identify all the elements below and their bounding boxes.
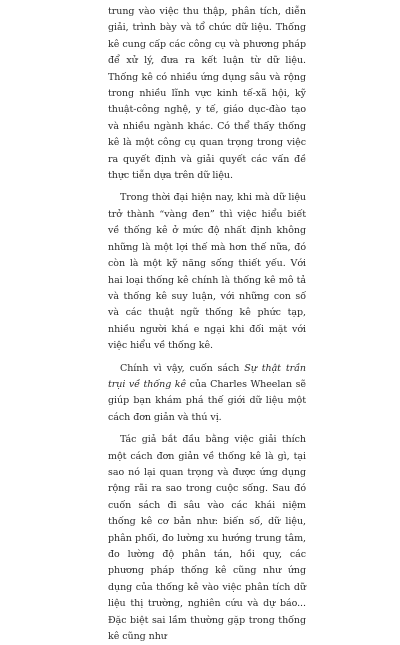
- body-text: [108, 4, 306, 645]
- paragraph-2: [108, 190, 306, 354]
- paragraph-1-text: trung vào việc thu thập, phân tích, diễn giải, trình bày và tổ chức dữ liệu. Thống kê cung cấp các công cụ và phương pháp để xử lý, đưa ra kết luận từ dữ liệu. Thống kê có nhiều ứng dụng sâu và rộng trong nhiều lĩnh vực kinh tế-xã hội, kỹ thuật-công nghệ, y tế, giáo dục-đào tạo và nhiều ngành khác. Có thể thấy thống kê là một công cụ quan trọng trong việc ra quyết định và giải quyết các vấn đề thực tiễn dựa trên dữ liệu.: [108, 6, 306, 182]
- paragraph-4-text: Tác giả bắt đầu bằng việc giải thích một cách đơn giản về thống kê là gì, tại sao nó lại quan trọng và được ứng dụng rộng rãi ra sao trong cuộc sống. Sau đó cuốn sách đi sâu vào các khái niệm thống kê cơ bản như: biến số, dữ liệu, phân phối, đo lường xu hướng trung tâm, đo lường độ phân tán, hồi quy, các phương pháp thống kê cũng như ứng dụng của thống kê vào việc phân tích dữ liệu thị trường, nghiên cứu và dự báo... Đặc biệt sai lầm thường gặp trong thống kê cũng như: [108, 434, 306, 643]
- paragraph-4: [108, 432, 306, 645]
- paragraph-3-text-start: Chính vì vậy, cuốn sách: [120, 362, 245, 374]
- paragraph-2-text: Trong thời đại hiện nay, khi mà dữ liệu trở thành “vàng đen” thì việc hiểu biết về thống kê ở mức độ nhất định không những là một lợi thế mà hơn thế nữa, đó còn là một kỹ năng sống thiết yếu. Với hai loại thống kê chính là thống kê mô tả và thống kê suy luận, với những con số và các thuật ngữ thống kê phức tạp, nhiều người khá e ngại khi đối mặt với việc hiểu về thống kê.: [108, 192, 306, 352]
- paragraph-1: [108, 4, 306, 184]
- paragraph-3: [108, 361, 306, 427]
- book-title: Sự thật trần trụi về thống kê: [108, 362, 306, 390]
- paragraph-3-text-end: của Charles Wheelan sẽ giúp bạn khám phá thế giới dữ liệu một cách đơn giản và thú vị.: [108, 378, 306, 423]
